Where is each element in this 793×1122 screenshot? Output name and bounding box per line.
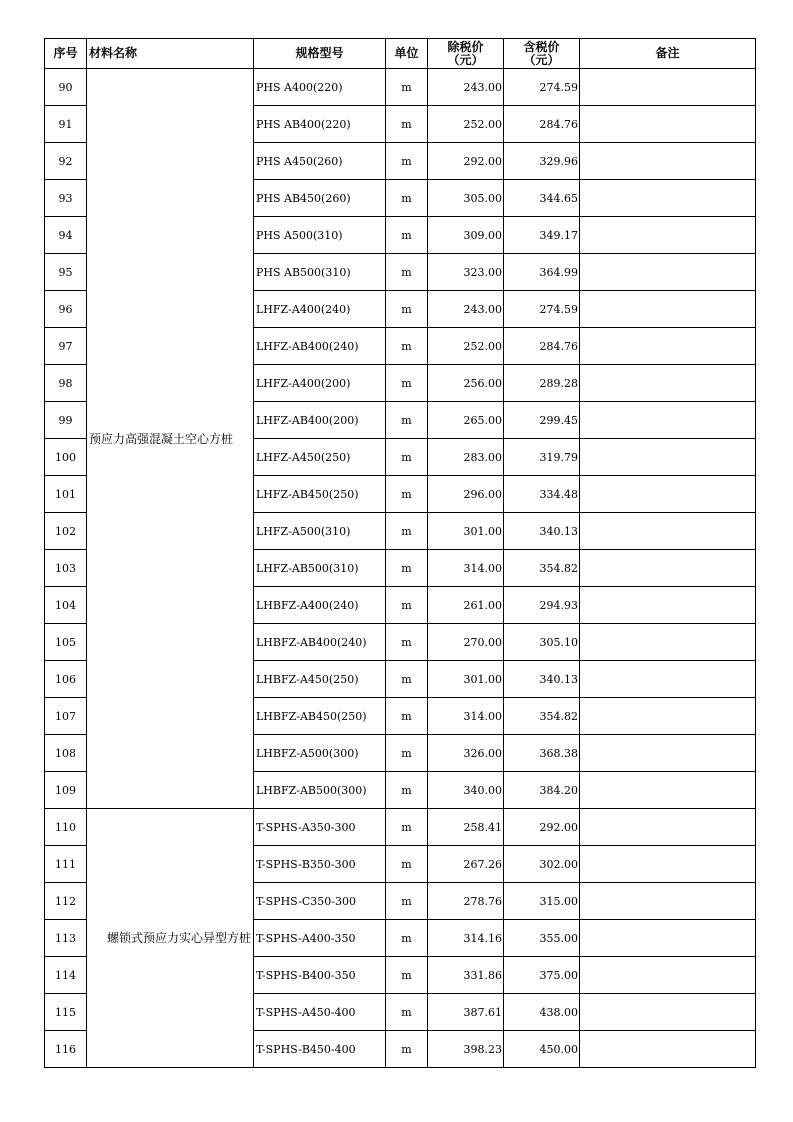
remark xyxy=(580,328,756,365)
row-number: 112 xyxy=(45,883,87,920)
price-in-tax: 292.00 xyxy=(504,809,580,846)
row-number: 90 xyxy=(45,69,87,106)
unit: m xyxy=(386,513,428,550)
unit: m xyxy=(386,550,428,587)
price-in-tax: 355.00 xyxy=(504,920,580,957)
price-in-tax: 349.17 xyxy=(504,217,580,254)
price-in-tax: 329.96 xyxy=(504,143,580,180)
price-ex-tax: 278.76 xyxy=(428,883,504,920)
material-price-table xyxy=(44,38,756,1068)
spec-model: LHBFZ-A500(300) xyxy=(254,735,386,772)
price-in-tax: 289.28 xyxy=(504,365,580,402)
unit: m xyxy=(386,254,428,291)
price-in-tax: 438.00 xyxy=(504,994,580,1031)
price-in-tax: 284.76 xyxy=(504,106,580,143)
price-in-tax: 364.99 xyxy=(504,254,580,291)
row-number: 97 xyxy=(45,328,87,365)
row-number: 107 xyxy=(45,698,87,735)
material-name: 螺锁式预应力实心异型方桩 xyxy=(87,809,254,1068)
unit: m xyxy=(386,180,428,217)
price-ex-tax: 387.61 xyxy=(428,994,504,1031)
row-number: 99 xyxy=(45,402,87,439)
header-row xyxy=(45,39,756,69)
price-in-tax: 299.45 xyxy=(504,402,580,439)
remark xyxy=(580,365,756,402)
unit: m xyxy=(386,106,428,143)
table-body xyxy=(45,69,756,1068)
row-number: 113 xyxy=(45,920,87,957)
row-number: 94 xyxy=(45,217,87,254)
price-in-tax: 274.59 xyxy=(504,69,580,106)
price-ex-tax: 326.00 xyxy=(428,735,504,772)
unit: m xyxy=(386,143,428,180)
header-price-ex-tax xyxy=(428,39,504,69)
price-ex-tax: 256.00 xyxy=(428,365,504,402)
spec-model: PHS AB400(220) xyxy=(254,106,386,143)
row-number: 106 xyxy=(45,661,87,698)
price-ex-tax: 340.00 xyxy=(428,772,504,809)
price-in-tax: 368.38 xyxy=(504,735,580,772)
price-ex-tax: 243.00 xyxy=(428,69,504,106)
spec-model: LHFZ-AB400(240) xyxy=(254,328,386,365)
row-number: 115 xyxy=(45,994,87,1031)
price-ex-tax: 267.26 xyxy=(428,846,504,883)
header-price-in-tax-currency: （元） xyxy=(523,52,560,67)
spec-model: PHS A400(220) xyxy=(254,69,386,106)
row-number: 104 xyxy=(45,587,87,624)
remark xyxy=(580,994,756,1031)
remark xyxy=(580,846,756,883)
unit: m xyxy=(386,365,428,402)
row-number: 91 xyxy=(45,106,87,143)
unit: m xyxy=(386,846,428,883)
price-in-tax: 294.93 xyxy=(504,587,580,624)
row-number: 116 xyxy=(45,1031,87,1068)
price-in-tax: 354.82 xyxy=(504,550,580,587)
remark xyxy=(580,661,756,698)
row-number: 105 xyxy=(45,624,87,661)
spec-model: LHBFZ-AB450(250) xyxy=(254,698,386,735)
price-ex-tax: 301.00 xyxy=(428,661,504,698)
price-in-tax: 344.65 xyxy=(504,180,580,217)
remark xyxy=(580,883,756,920)
header-price-in-tax-label: 含税价 xyxy=(523,39,560,54)
spec-model: T-SPHS-A450-400 xyxy=(254,994,386,1031)
price-ex-tax: 309.00 xyxy=(428,217,504,254)
price-ex-tax: 398.23 xyxy=(428,1031,504,1068)
price-in-tax: 274.59 xyxy=(504,291,580,328)
table-row xyxy=(45,809,756,846)
price-ex-tax: 296.00 xyxy=(428,476,504,513)
spec-model: T-SPHS-A400-350 xyxy=(254,920,386,957)
price-ex-tax: 261.00 xyxy=(428,587,504,624)
unit: m xyxy=(386,994,428,1031)
row-number: 109 xyxy=(45,772,87,809)
unit: m xyxy=(386,661,428,698)
unit: m xyxy=(386,957,428,994)
spec-model: PHS A500(310) xyxy=(254,217,386,254)
row-number: 102 xyxy=(45,513,87,550)
spec-model: T-SPHS-A350-300 xyxy=(254,809,386,846)
remark xyxy=(580,254,756,291)
remark xyxy=(580,217,756,254)
spec-model: LHBFZ-A400(240) xyxy=(254,587,386,624)
remark xyxy=(580,180,756,217)
spec-model: LHFZ-A450(250) xyxy=(254,439,386,476)
remark xyxy=(580,920,756,957)
row-number: 108 xyxy=(45,735,87,772)
unit: m xyxy=(386,735,428,772)
price-in-tax: 354.82 xyxy=(504,698,580,735)
remark xyxy=(580,624,756,661)
price-in-tax: 284.76 xyxy=(504,328,580,365)
row-number: 111 xyxy=(45,846,87,883)
header-price-ex-tax-currency: （元） xyxy=(447,52,484,67)
spec-model: LHFZ-AB450(250) xyxy=(254,476,386,513)
price-ex-tax: 314.00 xyxy=(428,698,504,735)
remark xyxy=(580,143,756,180)
spec-model: LHBFZ-A450(250) xyxy=(254,661,386,698)
price-ex-tax: 323.00 xyxy=(428,254,504,291)
price-ex-tax: 265.00 xyxy=(428,402,504,439)
header-remark: 备注 xyxy=(580,39,756,69)
row-number: 93 xyxy=(45,180,87,217)
unit: m xyxy=(386,328,428,365)
row-number: 101 xyxy=(45,476,87,513)
price-in-tax: 305.10 xyxy=(504,624,580,661)
row-number: 92 xyxy=(45,143,87,180)
spec-model: PHS AB500(310) xyxy=(254,254,386,291)
table-row xyxy=(45,69,756,106)
unit: m xyxy=(386,291,428,328)
remark xyxy=(580,698,756,735)
remark xyxy=(580,402,756,439)
price-ex-tax: 305.00 xyxy=(428,180,504,217)
price-in-tax: 384.20 xyxy=(504,772,580,809)
unit: m xyxy=(386,624,428,661)
price-ex-tax: 270.00 xyxy=(428,624,504,661)
price-in-tax: 319.79 xyxy=(504,439,580,476)
price-in-tax: 315.00 xyxy=(504,883,580,920)
row-number: 114 xyxy=(45,957,87,994)
spec-model: T-SPHS-C350-300 xyxy=(254,883,386,920)
remark xyxy=(580,1031,756,1068)
remark xyxy=(580,106,756,143)
price-ex-tax: 331.86 xyxy=(428,957,504,994)
price-ex-tax: 252.00 xyxy=(428,328,504,365)
remark xyxy=(580,513,756,550)
remark xyxy=(580,735,756,772)
unit: m xyxy=(386,698,428,735)
price-ex-tax: 258.41 xyxy=(428,809,504,846)
price-ex-tax: 292.00 xyxy=(428,143,504,180)
price-ex-tax: 243.00 xyxy=(428,291,504,328)
spec-model: T-SPHS-B350-300 xyxy=(254,846,386,883)
unit: m xyxy=(386,402,428,439)
unit: m xyxy=(386,772,428,809)
spec-model: PHS A450(260) xyxy=(254,143,386,180)
remark xyxy=(580,809,756,846)
unit: m xyxy=(386,476,428,513)
unit: m xyxy=(386,69,428,106)
price-in-tax: 340.13 xyxy=(504,661,580,698)
price-ex-tax: 252.00 xyxy=(428,106,504,143)
remark xyxy=(580,772,756,809)
remark xyxy=(580,69,756,106)
header-price-in-tax xyxy=(504,39,580,69)
row-number: 100 xyxy=(45,439,87,476)
spec-model: LHFZ-A500(310) xyxy=(254,513,386,550)
header-price-ex-tax-label: 除税价 xyxy=(447,39,484,54)
spec-model: T-SPHS-B400-350 xyxy=(254,957,386,994)
remark xyxy=(580,957,756,994)
price-ex-tax: 283.00 xyxy=(428,439,504,476)
header-material-name: 材料名称 xyxy=(87,39,254,69)
unit: m xyxy=(386,587,428,624)
spec-model: LHFZ-AB400(200) xyxy=(254,402,386,439)
remark xyxy=(580,291,756,328)
remark xyxy=(580,587,756,624)
spec-model: LHBFZ-AB500(300) xyxy=(254,772,386,809)
price-in-tax: 334.48 xyxy=(504,476,580,513)
unit: m xyxy=(386,1031,428,1068)
row-number: 95 xyxy=(45,254,87,291)
header-unit: 单位 xyxy=(386,39,428,69)
unit: m xyxy=(386,809,428,846)
price-ex-tax: 301.00 xyxy=(428,513,504,550)
price-in-tax: 340.13 xyxy=(504,513,580,550)
spec-model: LHFZ-A400(200) xyxy=(254,365,386,402)
remark xyxy=(580,439,756,476)
row-number: 110 xyxy=(45,809,87,846)
price-in-tax: 375.00 xyxy=(504,957,580,994)
row-number: 96 xyxy=(45,291,87,328)
header-no: 序号 xyxy=(45,39,87,69)
unit: m xyxy=(386,439,428,476)
header-spec: 规格型号 xyxy=(254,39,386,69)
unit: m xyxy=(386,217,428,254)
spec-model: T-SPHS-B450-400 xyxy=(254,1031,386,1068)
price-in-tax: 450.00 xyxy=(504,1031,580,1068)
remark xyxy=(580,476,756,513)
price-ex-tax: 314.16 xyxy=(428,920,504,957)
price-ex-tax: 314.00 xyxy=(428,550,504,587)
spec-model: LHBFZ-AB400(240) xyxy=(254,624,386,661)
material-name: 预应力高强混凝土空心方桩 xyxy=(87,69,254,809)
row-number: 98 xyxy=(45,365,87,402)
unit: m xyxy=(386,883,428,920)
remark xyxy=(580,550,756,587)
row-number: 103 xyxy=(45,550,87,587)
unit: m xyxy=(386,920,428,957)
spec-model: LHFZ-AB500(310) xyxy=(254,550,386,587)
spec-model: PHS AB450(260) xyxy=(254,180,386,217)
spec-model: LHFZ-A400(240) xyxy=(254,291,386,328)
price-in-tax: 302.00 xyxy=(504,846,580,883)
